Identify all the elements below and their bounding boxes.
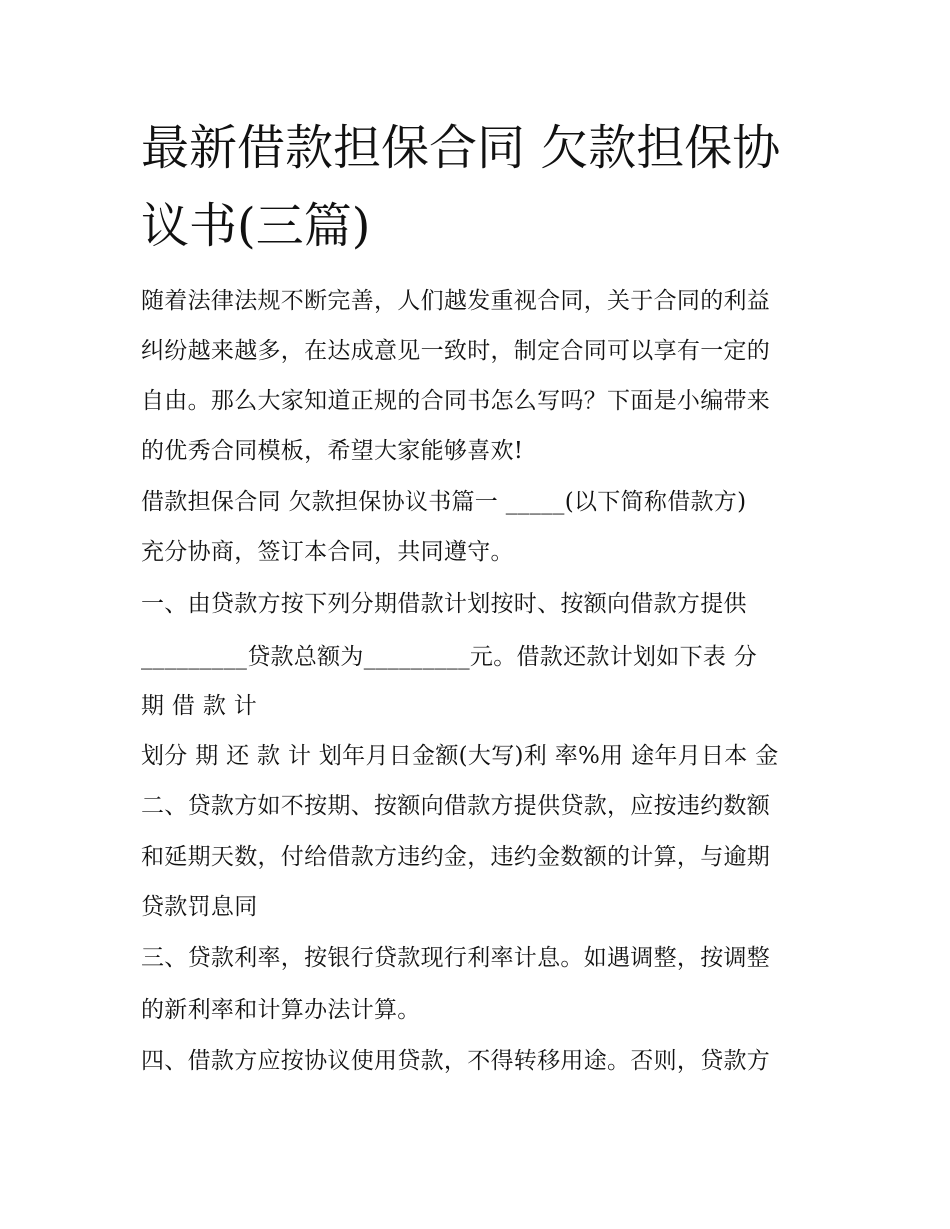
document-title-line-1: 最新借款担保合同 欠款担保协 xyxy=(141,120,781,176)
body-line: 随着法律法规不断完善，人们越发重视合同，关于合同的利益 xyxy=(141,288,771,314)
table-fragment-line: 期 借 款 计 xyxy=(141,693,258,719)
clause-line: 三、贷款利率，按银行贷款现行利率计息。如遇调整，按调整 xyxy=(141,945,771,971)
body-line: 充分协商，签订本合同，共同遵守。 xyxy=(141,539,514,565)
clause-line: 四、借款方应按协议使用贷款，不得转移用途。否则，贷款方 xyxy=(141,1048,771,1074)
clause-line: 一、由贷款方按下列分期借款计划按时、按额向借款方提供 xyxy=(141,591,747,617)
document-title-line-2: 议书(三篇) xyxy=(141,198,371,254)
body-line: 纠纷越来越多，在达成意见一致时，制定合同可以享有一定的 xyxy=(141,338,771,364)
clause-line: 的新利率和计算办法计算。 xyxy=(141,997,421,1023)
body-line: 自由。那么大家知道正规的合同书怎么写吗？下面是小编带来 xyxy=(141,388,771,414)
clause-line: 二、贷款方如不按期、按额向借款方提供贷款，应按违约数额 xyxy=(141,793,771,819)
table-fragment-line: 划分 期 还 款 计 划年月日金额(大写)利 率%用 途年月日本 金 xyxy=(141,743,779,769)
body-line: 的优秀合同模板，希望大家能够喜欢! xyxy=(141,438,524,464)
section-heading-line: 借款担保合同 欠款担保协议书篇一 _____(以下简称借款方) xyxy=(141,489,747,515)
clause-line: _________贷款总额为_________元。借款还款计划如下表 分 xyxy=(141,644,758,670)
clause-line: 和延期天数，付给借款方违约金，违约金数额的计算，与逾期 xyxy=(141,844,771,870)
clause-line: 贷款罚息同 xyxy=(141,894,258,920)
